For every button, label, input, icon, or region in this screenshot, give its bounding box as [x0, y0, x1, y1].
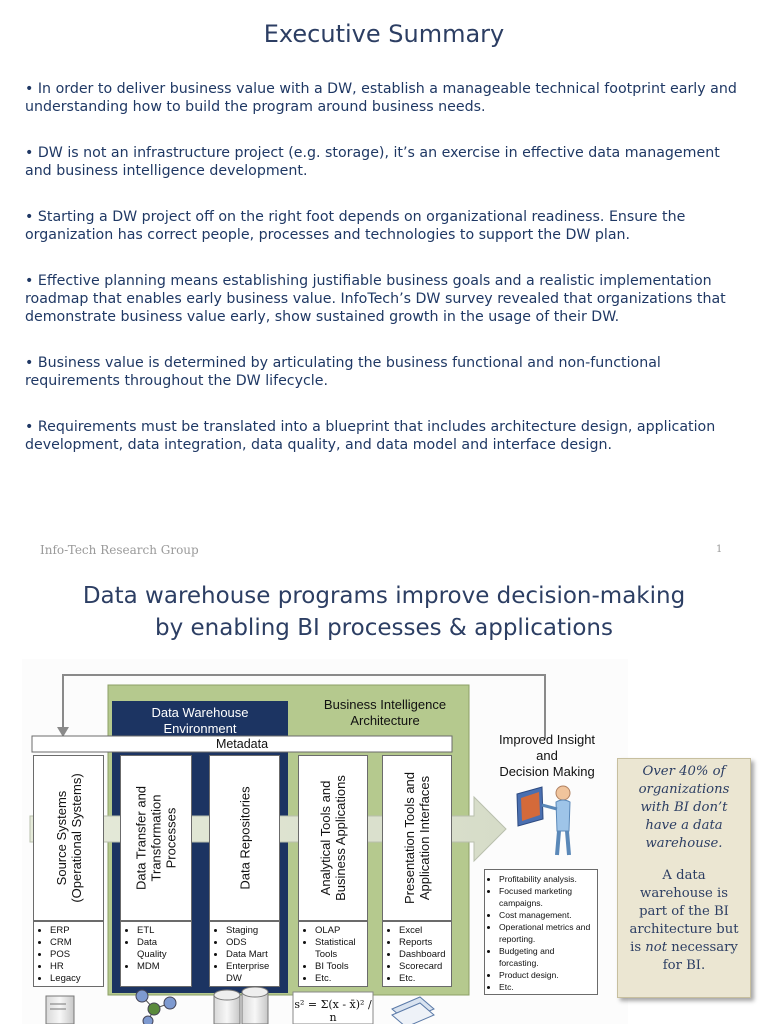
column-source-systems	[33, 755, 104, 921]
callout-stat: Over 40% of organizations with BI don’t have a data warehouse.	[638, 764, 730, 851]
bi-architecture-label: Business Intelligence Architecture	[323, 697, 447, 728]
list-item: • Etc.	[499, 981, 595, 993]
list-item: • Scorecard	[399, 961, 449, 973]
column-title: Analytical Tools and Business Applications	[318, 775, 348, 901]
slide-title: Executive Summary	[263, 20, 505, 48]
bullet-item: • DW is not an infrastructure project (e.g. storage), it’s an exercise in effective data management and business intelligence development.	[25, 145, 720, 179]
column-title: Data Repositories	[237, 786, 252, 890]
dw-environment-label: Data Warehouse Environment	[151, 705, 249, 736]
documents-icon	[392, 997, 434, 1024]
list-item: • BI Tools	[315, 961, 365, 973]
list-item: • Enterprise DW	[226, 961, 277, 985]
column-title: Source Systems (Operational Systems)	[53, 773, 84, 903]
server-icon	[46, 996, 74, 1024]
list-item: • Dashboard	[399, 949, 449, 961]
column-data-transfer	[120, 755, 192, 921]
callout-body: A data warehouse is part of the BI architecture but is not necessary for BI.	[629, 868, 739, 973]
variance-formula: s² = Σ(x - x̄)² / n	[294, 998, 372, 1024]
list-item: • Data Mart	[226, 949, 277, 961]
person-at-screen-icon	[517, 786, 570, 855]
title-line-1: Data warehouse programs improve decision-making	[82, 583, 686, 609]
list-item: • Budgeting and forcasting.	[499, 945, 595, 969]
list-item: • ERP	[50, 925, 101, 937]
list-item: • CRM	[50, 937, 101, 949]
list-item: • OLAP	[315, 925, 365, 937]
bullet-item: • Effective planning means establishing justifiable business goals and a realistic implementation roadmap that enables early business value. InfoTech’s DW survey revealed that organizations that demonstrate business value early, show sustained growth in the usage of their DW.	[25, 273, 726, 325]
bullet-item: • Requirements must be translated into a blueprint that includes architecture design, application development, data integration, data quality, and data model and interface design.	[25, 419, 716, 453]
bi-architecture-diagram	[22, 659, 628, 1024]
list-item: • Product design.	[499, 969, 595, 981]
metadata-label: Metadata	[215, 737, 269, 751]
data-repositories-list	[209, 921, 280, 987]
column-title: Data Transfer and Transformation Processes	[133, 785, 179, 891]
list-item: • Profitability analysis.	[499, 873, 595, 885]
bullet-item: • In order to deliver business value with a DW, establish a manageable technical footprint early and understanding how to build the program around business needs.	[25, 81, 737, 115]
list-item: • Etc.	[399, 973, 449, 985]
analytical-tools-list	[298, 921, 368, 987]
list-item: • Data Quality	[137, 937, 189, 961]
data-transfer-list	[120, 921, 192, 987]
list-item: • ETL	[137, 925, 189, 937]
list-item: • Cost management.	[499, 909, 595, 921]
bullet-item: • Business value is determined by articulating the business functional and non-functional requirements throughout the DW lifecycle.	[25, 355, 661, 389]
list-item: • Excel	[399, 925, 449, 937]
outcomes-list	[484, 869, 598, 995]
callout-emphasis: not	[645, 940, 668, 955]
improved-insight-label: Improved Insight and Decision Making	[498, 732, 596, 779]
title-line-2: by enabling BI processes & applications	[154, 615, 613, 641]
bullet-list	[25, 80, 745, 482]
list-item: • Statistical Tools	[315, 937, 365, 961]
column-title: Presentation Tools and Application Interfaces	[402, 771, 432, 905]
list-item: • HR	[50, 961, 101, 973]
list-item: • Focused marketing campaigns.	[499, 885, 595, 909]
list-item: • MDM	[137, 961, 189, 973]
bullet-item: • Starting a DW project off on the right foot depends on organizational readiness. Ensure the organization has correct people, processes and technologies to support the DW plan.	[25, 209, 686, 243]
source-systems-list	[33, 921, 104, 987]
callout-note	[617, 758, 751, 998]
list-item: • ODS	[226, 937, 277, 949]
page-number: 1	[716, 544, 723, 555]
presentation-tools-list	[382, 921, 452, 987]
footer-source: Info-Tech Research Group	[40, 543, 199, 557]
column-presentation-tools	[382, 755, 452, 921]
list-item: • Legacy	[50, 973, 101, 985]
list-item: • Reports	[399, 937, 449, 949]
list-item: • Staging	[226, 925, 277, 937]
list-item: • Etc.	[315, 973, 365, 985]
list-item: • POS	[50, 949, 101, 961]
list-item: • Operational metrics and reporting.	[499, 921, 595, 945]
column-data-repositories	[209, 755, 280, 921]
slide-title-2	[0, 580, 768, 644]
column-analytical-tools	[298, 755, 368, 921]
